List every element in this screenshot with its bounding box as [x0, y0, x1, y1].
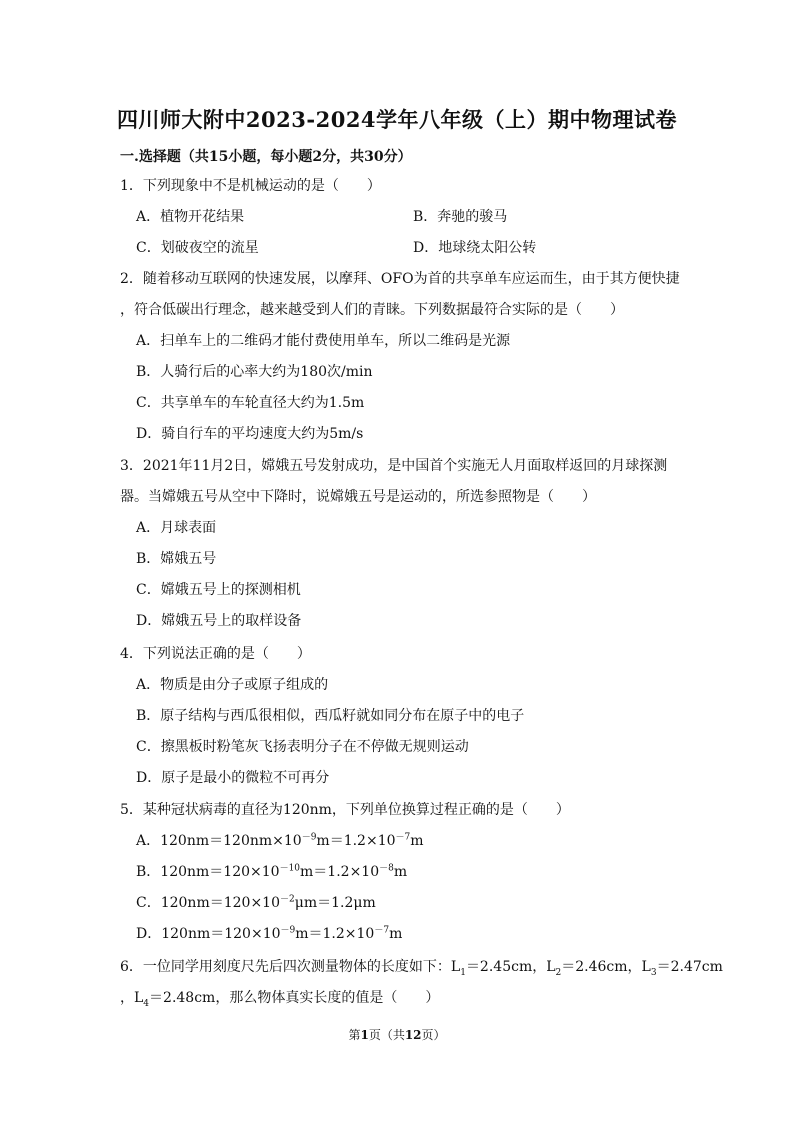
question-2-option-b: B．人骑行后的心率大约为180次/min — [136, 364, 373, 380]
question-2-option-c: C．共享单车的车轮直径大约为1.5m — [136, 395, 365, 411]
question-5-option-c: C．$120nm=120\times 10^{-2}\mu m=1.2\mu m$ — [136, 894, 376, 911]
section-heading: 一.选择题（共15小题，每小题2分，共30分） — [120, 149, 412, 165]
question-4-stem: 4．下列说法正确的是（ ） — [120, 646, 311, 662]
question-2-stem-line2: ，符合低碳出行理念，越来越受到人们的青睐。下列数据最符合实际的是（ ） — [120, 302, 624, 318]
question-1-option-c: C．划破夜空的流星 — [136, 240, 259, 256]
question-4-option-c: C．擦黑板时粉笔灰飞扬表明分子在不停做无规则运动 — [136, 739, 469, 755]
question-1-option-a: A．植物开花结果 — [136, 209, 245, 225]
question-3-stem-line1: 3．2021年11月2日，嫦娥五号发射成功，是中国首个实施无人月面取样返回的月球探测 — [120, 458, 668, 474]
page-footer: 第1页（共12页） — [348, 1028, 446, 1042]
question-5-option-b: B．$120nm=120\times 10^{-10}m=1.2\times 10^{-8}m$ — [136, 863, 408, 880]
page-title: 四川师大附中2023-2024学年八年级（上）期中物理试卷 — [116, 107, 678, 132]
question-5-option-d: D．$120nm=120\times 10^{-9}m=1.2\times 10^{-7}m$ — [136, 925, 403, 942]
question-1-option-d: D．地球绕太阳公转 — [413, 240, 537, 256]
question-6-stem-line1: 6．一位同学用刻度尺先后四次测量物体的长度如下：$L_1=2.45cm$，$L_2=2.46cm$，$L_3=2.47cm$ — [120, 959, 723, 978]
question-6-stem-line2: ，$L_4=2.48cm$，那么物体真实长度的值是（ ） — [120, 990, 440, 1009]
question-3-option-a: A．月球表面 — [136, 520, 217, 536]
question-1-option-b: B．奔驰的骏马 — [413, 209, 508, 225]
question-4-option-d: D．原子是最小的微粒不可再分 — [136, 770, 330, 786]
question-3-stem-line2: 器。当嫦娥五号从空中下降时，说嫦娥五号是运动的，所选参照物是（ ） — [120, 489, 596, 505]
question-3-option-c: C．嫦娥五号上的探测相机 — [136, 582, 301, 598]
question-2-stem-line1: 2．随着移动互联网的快速发展，以摩拜、OFO为首的共享单车应运而生，由于其方便快捷 — [120, 271, 680, 287]
question-2-option-a: A．扫单车上的二维码才能付费使用单车，所以二维码是光源 — [136, 333, 511, 349]
question-3-option-d: D．嫦娥五号上的取样设备 — [136, 613, 302, 629]
question-3-option-b: B．嫦娥五号 — [136, 551, 217, 567]
question-2-option-d: D．骑自行车的平均速度大约为5m/s — [136, 426, 364, 442]
question-4-option-b: B．原子结构与西瓜很相似，西瓜籽就如同分布在原子中的电子 — [136, 708, 525, 724]
question-4-option-a: A．物质是由分子或原子组成的 — [136, 677, 329, 693]
question-5-option-a: A．$120nm=120nm\times 10^{-9}m=1.2\times 10^{-7}m$ — [136, 832, 424, 849]
question-1-stem: 1．下列现象中不是机械运动的是（ ） — [120, 178, 381, 194]
question-5-stem: 5．某种冠状病毒的直径为120nm，下列单位换算过程正确的是（ ） — [120, 802, 570, 818]
